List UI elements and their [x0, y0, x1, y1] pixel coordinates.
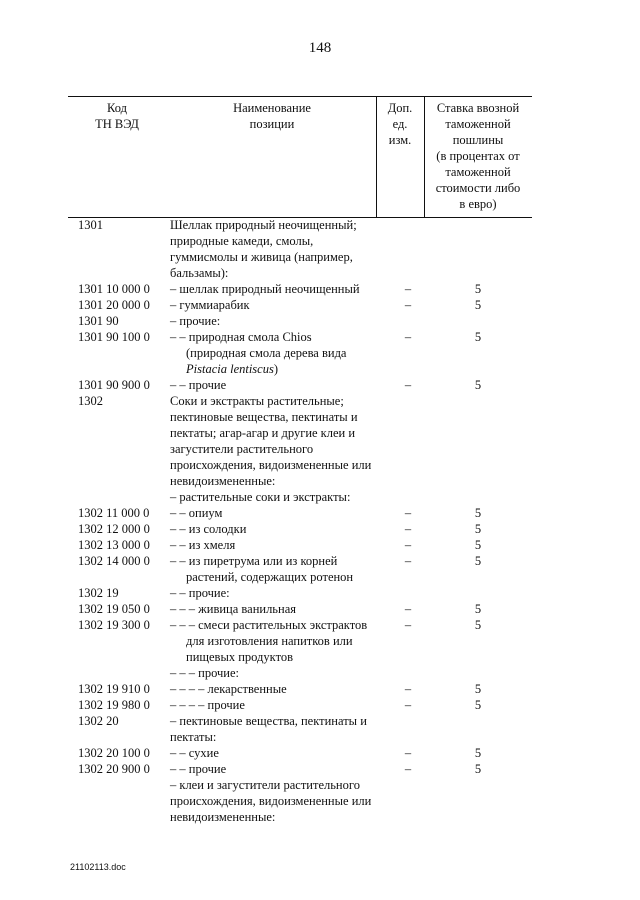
- table-row: [78, 393, 532, 489]
- table-row: [78, 681, 532, 697]
- row-code: 1302 12 000 0: [78, 522, 150, 536]
- row-unit: –: [404, 762, 412, 776]
- table-row: [78, 713, 532, 745]
- row-name-latin: Pistacia lentiscus: [186, 362, 274, 376]
- header-code: [68, 100, 166, 132]
- table-row: [78, 585, 532, 601]
- row-name-text: – – прочие: [170, 378, 227, 392]
- row-name: [170, 329, 382, 377]
- row-name: [170, 665, 382, 681]
- row-name-text: – – природная смола Chios: [170, 330, 312, 344]
- table-row: [78, 281, 532, 297]
- row-name: [170, 313, 382, 329]
- table-row: [78, 489, 532, 505]
- row-rate: 5: [474, 762, 482, 776]
- row-code: 1301 20 000 0: [78, 298, 150, 312]
- row-code: 1302 13 000 0: [78, 538, 150, 552]
- table-row: [78, 217, 532, 281]
- row-unit: –: [404, 378, 412, 392]
- header-name: [168, 100, 376, 132]
- table-row: [78, 329, 532, 377]
- row-name-text: – – – – лекарственные: [170, 682, 287, 696]
- row-name: [170, 601, 382, 617]
- table-row: [78, 761, 532, 777]
- tariff-table-body: [78, 217, 532, 825]
- row-name-text: – гуммиарабик: [170, 298, 250, 312]
- row-name-text: – – – живица ванильная: [170, 602, 296, 616]
- row-name-text: – – сухие: [170, 746, 219, 760]
- row-code: 1302 19 050 0: [78, 602, 150, 616]
- row-rate: 5: [474, 698, 482, 712]
- row-name-continuation-text: растений, содержащих ротенон: [186, 570, 354, 584]
- row-name-text: – – – смеси растительных экстрактов: [170, 618, 368, 632]
- row-rate: 5: [474, 330, 482, 344]
- table-row: [78, 521, 532, 537]
- row-name-text: Соки и экстракты растительные; пектиновые вещества, пектинаты и пектаты; агар-агар и другие клеи и загустители растительного происхождения, видоизмененные или невидоизмененные:: [170, 394, 372, 488]
- row-name-text: – клеи и загустители растительного происхождения, видоизмененные или невидоизмененные:: [170, 778, 372, 824]
- row-name: [170, 745, 382, 761]
- table-row: [78, 553, 532, 585]
- table-row: [78, 297, 532, 313]
- row-unit: –: [404, 698, 412, 712]
- row-name-end: ): [273, 362, 279, 376]
- row-name: [170, 393, 382, 489]
- row-name-text: – – – – прочие: [170, 698, 245, 712]
- row-unit: –: [404, 298, 412, 312]
- row-unit: –: [404, 538, 412, 552]
- row-unit: –: [404, 746, 412, 760]
- row-name: [170, 489, 382, 505]
- row-rate: 5: [474, 618, 482, 632]
- row-unit: –: [404, 282, 412, 296]
- row-name-continuation: [170, 569, 382, 585]
- row-code: 1301 90 100 0: [78, 330, 150, 344]
- row-name: [170, 681, 382, 697]
- row-name-text: – – из хмеля: [170, 538, 236, 552]
- row-name-text: – растительные соки и экстракты:: [170, 490, 351, 504]
- table-row: [78, 537, 532, 553]
- row-name: [170, 297, 382, 313]
- row-code: 1301 10 000 0: [78, 282, 150, 296]
- row-rate: 5: [474, 378, 482, 392]
- row-name-text: – – из пиретрума или из корней: [170, 554, 338, 568]
- table-row: [78, 777, 532, 825]
- row-rate: 5: [474, 682, 482, 696]
- row-unit: –: [404, 682, 412, 696]
- row-name: [170, 217, 382, 281]
- row-name-continuation: [170, 633, 382, 665]
- row-name: [170, 585, 382, 601]
- row-name: [170, 281, 382, 297]
- row-name: [170, 617, 382, 665]
- row-name: [170, 505, 382, 521]
- header-rate: [424, 100, 532, 212]
- row-unit: –: [404, 330, 412, 344]
- row-rate: 5: [474, 282, 482, 296]
- row-code: 1301: [78, 218, 103, 232]
- row-name: [170, 761, 382, 777]
- table-header: [68, 96, 532, 218]
- footer-filename: 21102113.doc: [70, 862, 126, 872]
- header-unit-text: Доп. ед. изм.: [387, 101, 413, 147]
- table-row: [78, 313, 532, 329]
- row-unit: –: [404, 554, 412, 568]
- row-code: 1302 19 300 0: [78, 618, 150, 632]
- header-rate-text: Ставка ввозной таможенной пошлины (в процентах от таможенной стоимости либо в евро): [435, 101, 521, 211]
- row-name-text: – – прочие: [170, 762, 227, 776]
- row-unit: –: [404, 618, 412, 632]
- page-number: 148: [308, 40, 332, 56]
- row-name-text: – – из солодки: [170, 522, 247, 536]
- row-name-text: Шеллак природный неочищенный; природные камеди, смолы, гуммисмолы и живица (например, бальзамы):: [170, 218, 357, 280]
- row-rate: 5: [474, 746, 482, 760]
- row-code: 1301 90 900 0: [78, 378, 150, 392]
- row-rate: 5: [474, 602, 482, 616]
- row-name-continuation-text: (природная смола дерева вида: [186, 346, 347, 360]
- row-unit: –: [404, 522, 412, 536]
- row-rate: 5: [474, 298, 482, 312]
- column-divider: [424, 97, 425, 217]
- row-code: 1301 90: [78, 314, 119, 328]
- row-name-text: – прочие:: [170, 314, 221, 328]
- row-code: 1302 20 100 0: [78, 746, 150, 760]
- row-rate: 5: [474, 506, 482, 520]
- row-name-text: – пектиновые вещества, пектинаты и пектаты:: [170, 714, 367, 744]
- row-rate: 5: [474, 522, 482, 536]
- row-name-text: – – опиум: [170, 506, 223, 520]
- header-code-text: Код ТН ВЭД: [95, 101, 139, 131]
- row-name: [170, 377, 382, 393]
- header-name-text: Наименование позиции: [233, 101, 311, 131]
- header-unit: [376, 100, 424, 148]
- row-name: [170, 697, 382, 713]
- table-row: [78, 377, 532, 393]
- row-name-text: – – – прочие:: [170, 666, 239, 680]
- column-divider: [376, 97, 377, 217]
- table-row: [78, 505, 532, 521]
- row-name-text: – – прочие:: [170, 586, 230, 600]
- table-row: [78, 617, 532, 665]
- row-code: 1302 19 980 0: [78, 698, 150, 712]
- row-code: 1302: [78, 394, 103, 408]
- row-rate: 5: [474, 538, 482, 552]
- table-row: [78, 697, 532, 713]
- row-code: 1302 19 910 0: [78, 682, 150, 696]
- row-code: 1302 11 000 0: [78, 506, 150, 520]
- row-unit: –: [404, 602, 412, 616]
- row-unit: –: [404, 506, 412, 520]
- row-name: [170, 553, 382, 585]
- row-name: [170, 777, 382, 825]
- row-code: 1302 20: [78, 714, 119, 728]
- row-rate: 5: [474, 554, 482, 568]
- row-code: 1302 19: [78, 586, 119, 600]
- row-code: 1302 14 000 0: [78, 554, 150, 568]
- table-row: [78, 601, 532, 617]
- row-name-text: – шеллак природный неочищенный: [170, 282, 360, 296]
- row-name-continuation: [170, 345, 382, 377]
- row-name-continuation-text: для изготовления напитков или пищевых продуктов: [186, 634, 353, 664]
- row-name: [170, 537, 382, 553]
- table-row: [78, 665, 532, 681]
- row-name: [170, 521, 382, 537]
- table-row: [78, 745, 532, 761]
- row-code: 1302 20 900 0: [78, 762, 150, 776]
- row-name: [170, 713, 382, 745]
